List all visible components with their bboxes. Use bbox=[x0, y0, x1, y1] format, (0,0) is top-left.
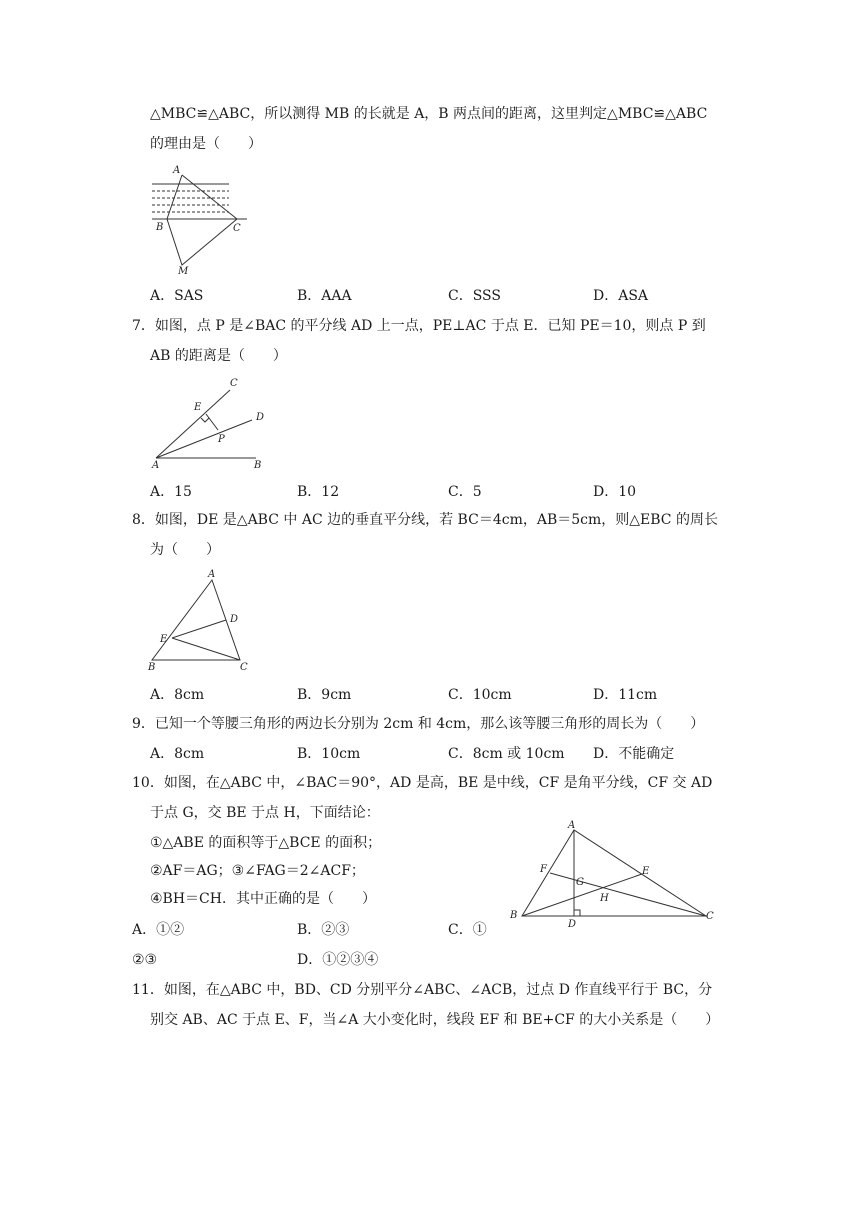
q6-figure bbox=[147, 163, 257, 278]
q7-figure bbox=[146, 372, 276, 472]
q10-label-h: H bbox=[600, 893, 609, 904]
q7-label-d: D bbox=[256, 412, 265, 423]
q6-option-c: C．SSS bbox=[448, 288, 501, 304]
q11-text-line1: 11．如图，在△ABC 中，BD、CD 分别平分∠ABC、∠ACB，过点 D 作直线平行于 BC，分 bbox=[132, 982, 713, 998]
q10-option-b: B．②③ bbox=[297, 922, 350, 938]
q10-option-a: A．①② bbox=[132, 922, 185, 938]
q9-text-line1: 9．已知一个等腰三角形的两边长分别为 2cm 和 4cm，那么该等腰三角形的周长为（ ） bbox=[132, 716, 705, 732]
q8-label-a: A bbox=[208, 569, 216, 580]
q7-label-p: P bbox=[218, 434, 225, 445]
q6-option-b: B．AAA bbox=[297, 288, 352, 304]
q10-text-line4: ②AF＝AG；③∠FAG＝2∠ACF； bbox=[150, 863, 365, 879]
q10-label-g: G bbox=[576, 877, 584, 888]
q8-label-e: E bbox=[160, 634, 168, 645]
q8-label-c: C bbox=[240, 662, 248, 673]
q9-option-d: D．不能确定 bbox=[593, 746, 675, 762]
q10-label-b: B bbox=[510, 910, 518, 921]
q10-option-c: C．① bbox=[448, 922, 487, 938]
q10-label-e: E bbox=[642, 866, 650, 877]
q6-option-a: A．SAS bbox=[150, 288, 204, 304]
q8-text-line1: 8．如图，DE 是△ABC 中 AC 边的垂直平分线，若 BC＝4cm，AB＝5cm，则△EBC 的周长 bbox=[132, 512, 718, 528]
q6-text-line2: 的理由是（ ） bbox=[150, 136, 262, 152]
q9-option-a: A．8cm bbox=[150, 746, 205, 762]
q6-label-b: B bbox=[156, 222, 164, 233]
q6-label-m: M bbox=[178, 266, 189, 277]
q10-text-line2: 于点 G，交 BE 于点 H，下面结论： bbox=[150, 805, 380, 821]
q7-text-line2: AB 的距离是（ ） bbox=[150, 348, 287, 364]
q7-label-c: C bbox=[230, 378, 238, 389]
q10-option-d: D．①②③④ bbox=[297, 952, 379, 968]
q8-option-b: B．9cm bbox=[297, 687, 352, 703]
q7-label-e: E bbox=[194, 402, 202, 413]
q10-text-line5: ④BH＝CH．其中正确的是（ ） bbox=[150, 891, 376, 907]
q8-figure bbox=[146, 566, 256, 676]
q7-label-a: A bbox=[152, 460, 160, 471]
q11-text-line2: 别交 AB、AC 于点 E、F，当∠A 大小变化时，线段 EF 和 BE+CF 的大小关系是（ ） bbox=[150, 1012, 720, 1028]
q10-text-line3: ①△ABE 的面积等于△BCE 的面积； bbox=[150, 835, 382, 851]
q7-option-c: C．5 bbox=[448, 484, 482, 500]
q10-label-a: A bbox=[568, 820, 576, 831]
q6-label-c: C bbox=[233, 223, 241, 234]
q8-option-c: C．10cm bbox=[448, 687, 512, 703]
q9-option-b: B．10cm bbox=[297, 746, 361, 762]
q8-option-a: A．8cm bbox=[150, 687, 205, 703]
q10-option-c-continued: ②③ bbox=[132, 952, 158, 968]
q7-option-d: D．10 bbox=[593, 484, 637, 500]
q7-label-b: B bbox=[254, 460, 262, 471]
q7-option-a: A．15 bbox=[150, 484, 192, 500]
q10-label-c: C bbox=[706, 911, 714, 922]
q10-text-line1: 10．如图，在△ABC 中，∠BAC＝90°，AD 是高，BE 是中线，CF 是角平分线，CF 交 AD bbox=[132, 775, 713, 791]
q7-text-line1: 7．如图，点 P 是∠BAC 的平分线 AD 上一点，PE⊥AC 于点 E．已知 PE＝10，则点 P 到 bbox=[132, 318, 706, 334]
q10-figure bbox=[508, 818, 718, 928]
q10-label-d: D bbox=[568, 919, 577, 928]
q9-option-c: C．8cm 或 10cm bbox=[448, 746, 565, 762]
q6-text-line1: △MBC≌△ABC，所以测得 MB 的长就是 A，B 两点间的距离，这里判定△MBC≌△ABC bbox=[150, 106, 708, 122]
q8-label-d: D bbox=[230, 614, 239, 625]
q8-option-d: D．11cm bbox=[593, 687, 658, 703]
q10-label-f: F bbox=[540, 864, 547, 875]
q6-label-a: A bbox=[173, 165, 181, 176]
q6-option-d: D．ASA bbox=[593, 288, 649, 304]
q8-label-b: B bbox=[148, 662, 156, 673]
q7-option-b: B．12 bbox=[297, 484, 340, 500]
q8-text-line2: 为（ ） bbox=[150, 542, 220, 558]
